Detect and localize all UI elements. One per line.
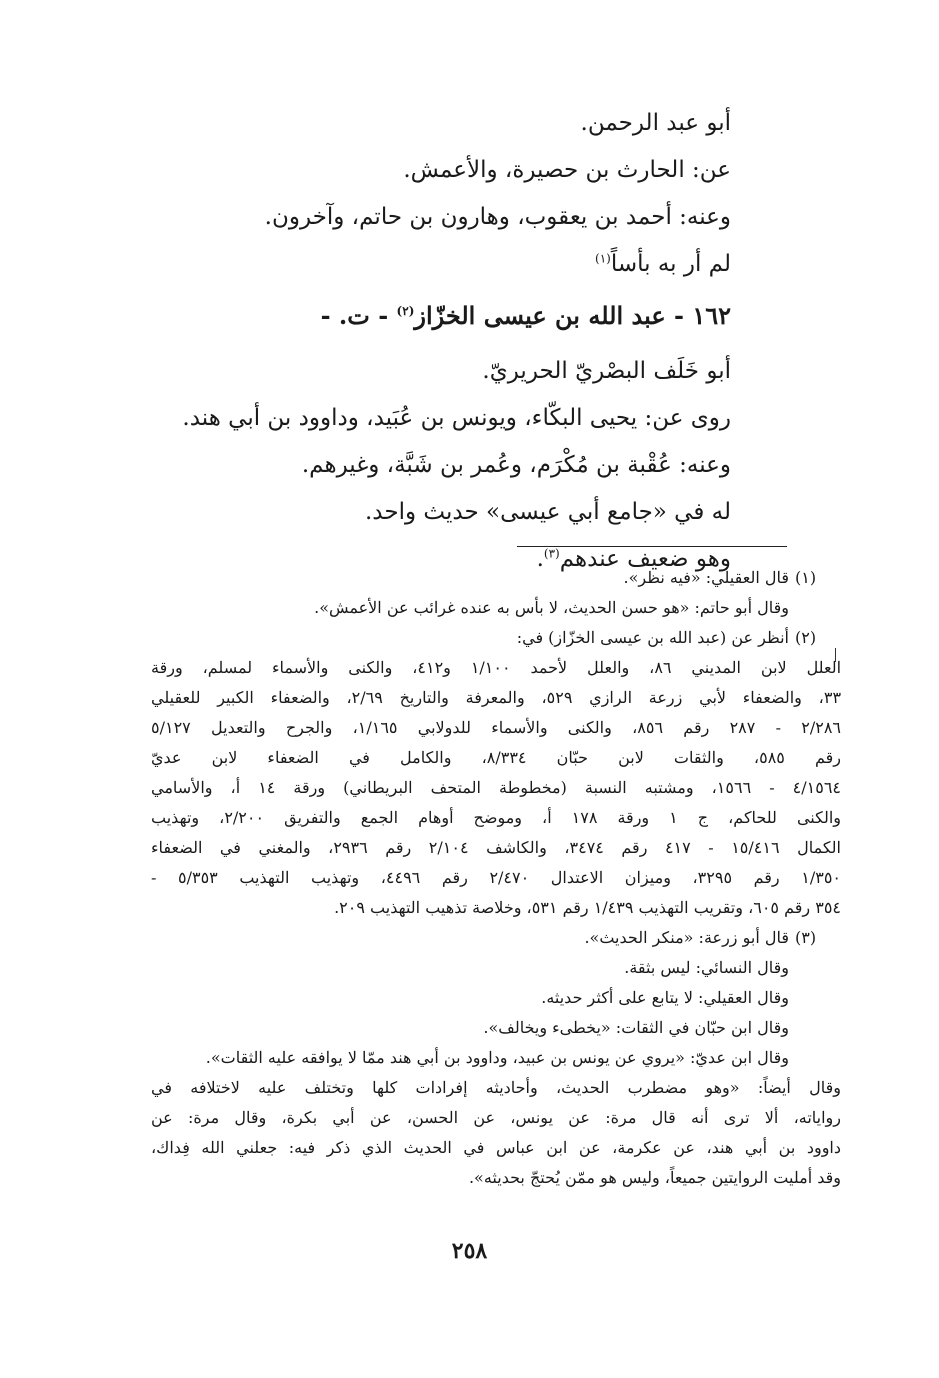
narrators-from-him-line: وعنه: أحمد بن يعقوب، وهارون بن حاتم، وآخرون. bbox=[264, 204, 731, 230]
footnote-1 bbox=[99, 563, 817, 623]
footnote-line: وقال النسائي: ليس بثقة. bbox=[624, 958, 789, 977]
footnote-line: وقال العقيلي: لا يتابع على أكثر حديثه. bbox=[541, 988, 789, 1007]
weakness-end: . bbox=[536, 546, 544, 572]
narrated-from-line: روى عن: يحيى البكّاء، ويونس بن عُبَيد، وداوود بن أبي هند. bbox=[182, 405, 731, 431]
footnote-line: ٣٥٤ رقم ٦٠٥، وتقريب التهذيب ١/٤٣٩ رقم ٥٣١، وخلاصة تذهيب التهذيب ٢٠٩. bbox=[334, 898, 841, 917]
footnote-line: قال العقيلي: «فيه نظر». bbox=[623, 568, 789, 587]
footnote-line: أنظر عن (عبد الله بن عيسى الخزّاز) في: bbox=[516, 628, 789, 647]
page-number: ٢٥٨ bbox=[451, 1238, 488, 1264]
footnote-line: الكمال ١٥/٤١٦ - ٤١٧ رقم ٣٤٧٤، والكاشف ٢/١٠٤ رقم ٢٩٣٦، والمغني في الضعفاء bbox=[151, 838, 841, 857]
entry-heading bbox=[111, 288, 731, 348]
footnote-line: رواياته، ألا ترى أنه قال مرة: عن يونس، عن الحسن، عن أبي بكرة، وقال مرة: عن bbox=[151, 1108, 841, 1127]
assessment-text: لم أر به بأساً bbox=[610, 251, 731, 277]
footnote-ref-2: (٢) bbox=[396, 304, 415, 318]
kunya-line: أبو عبد الرحمن. bbox=[580, 110, 731, 136]
footnote-line: وقد أمليت الروايتين جميعاً، وليس هو ممّن يُحتجّ بحديثه». bbox=[468, 1168, 841, 1187]
footnote-line: ٣٣، والضعفاء لأبي زرعة الرازي ٥٢٩، والمعرفة والتاريخ ٢/٦٩، والضعفاء الكبير للعقيلي bbox=[151, 688, 841, 707]
footnote-line: قال أبو زرعة: «منكر الحديث». bbox=[584, 928, 789, 947]
footnote-ref-1: (١) bbox=[595, 251, 611, 266]
main-text bbox=[111, 100, 731, 583]
footnote-line: ٢/٢٨٦ - ٢٨٧ رقم ٨٥٦، والكنى والأسماء للدولابي ١/١٦٥، والجرح والتعديل ٥/١٢٧ bbox=[151, 718, 841, 737]
footnote-line: ١/٣٥٠ رقم ٣٢٩٥، وميزان الاعتدال ٢/٤٧٠ رقم ٤٤٩٦، وتهذيب التهذيب ٥/٣٥٣ - bbox=[151, 868, 841, 887]
footnote-2 bbox=[99, 623, 817, 653]
assessment-line bbox=[111, 241, 731, 288]
footnote-line: العلل لابن المديني ٨٦، والعلل لأحمد ١/١٠٠ و٤١٢، والكنى والأسماء لمسلم، ورقة bbox=[151, 658, 841, 677]
footnote-number: (١) bbox=[795, 568, 817, 587]
footnote-2-sources bbox=[99, 653, 841, 923]
footnote-separator bbox=[517, 546, 787, 547]
footnote-line: ٤/١٥٦٤ - ١٥٦٦، ومشتبه النسبة (مخطوطة المتحف البريطاني) ورقة ١٤ أ، والأسامي bbox=[151, 778, 841, 797]
nisba-line: أبو خَلَف البصْريّ الحريريّ. bbox=[482, 358, 731, 384]
footnote-line: والكنى للحاكم، ج ١ ورقة ١٧٨ أ، وموضح أوهام الجمع والتفريق ٢/٢٠٠، وتهذيب bbox=[151, 808, 841, 827]
footnote-number: (٣) bbox=[795, 928, 817, 947]
narrates-from-line: عن: الحارث بن حصيرة، والأعمش. bbox=[403, 157, 731, 183]
footnote-line: رقم ٥٨٥، والثقات لابن حبّان ٨/٣٣٤، والكامل في الضعفاء لابن عديّ bbox=[151, 748, 841, 767]
footnote-line: وقال أبو حاتم: «هو حسن الحديث، لا بأس به عنده غرائب عن الأعمش». bbox=[314, 598, 789, 617]
footnotes bbox=[99, 563, 841, 1193]
footnote-line: وقال ابن عديّ: «يروي عن يونس بن عبيد، وداوود بن أبي هند ممّا لا يوافقه عليه الثقات». bbox=[205, 1048, 789, 1067]
students-line: وعنه: عُقْبة بن مُكْرَم، وعُمر بن شَبَّة، وغيرهم. bbox=[301, 452, 731, 478]
footnote-number: (٢) bbox=[795, 628, 817, 647]
footnote-line: وقال ابن حبّان في الثقات: «يخطىء ويخالف». bbox=[483, 1018, 789, 1037]
entry-title: ١٦٢ - عبد الله بن عيسى الخزّاز bbox=[414, 301, 731, 330]
footnote-ref-3: (٣) bbox=[543, 546, 560, 561]
weakness-text: وهو ضعيف عندهم bbox=[559, 546, 731, 572]
entry-symbol: - ت. - bbox=[320, 301, 389, 330]
footnote-line: وقال أيضاً: «وهو مضطرب الحديث، وأحاديثه إفرادات كلها وتختلف عليه لاختلافه في bbox=[151, 1078, 841, 1097]
footnote-3-continued bbox=[99, 1073, 841, 1193]
footnote-3 bbox=[99, 923, 817, 1073]
footnote-line: داوود بن أبي هند، عن عكرمة، عن ابن عباس في الحديث الذي ذكر فيه: جعلني الله فِداك، bbox=[151, 1138, 841, 1157]
jami-line: له في «جامع أبي عيسى» حديث واحد. bbox=[365, 499, 731, 525]
